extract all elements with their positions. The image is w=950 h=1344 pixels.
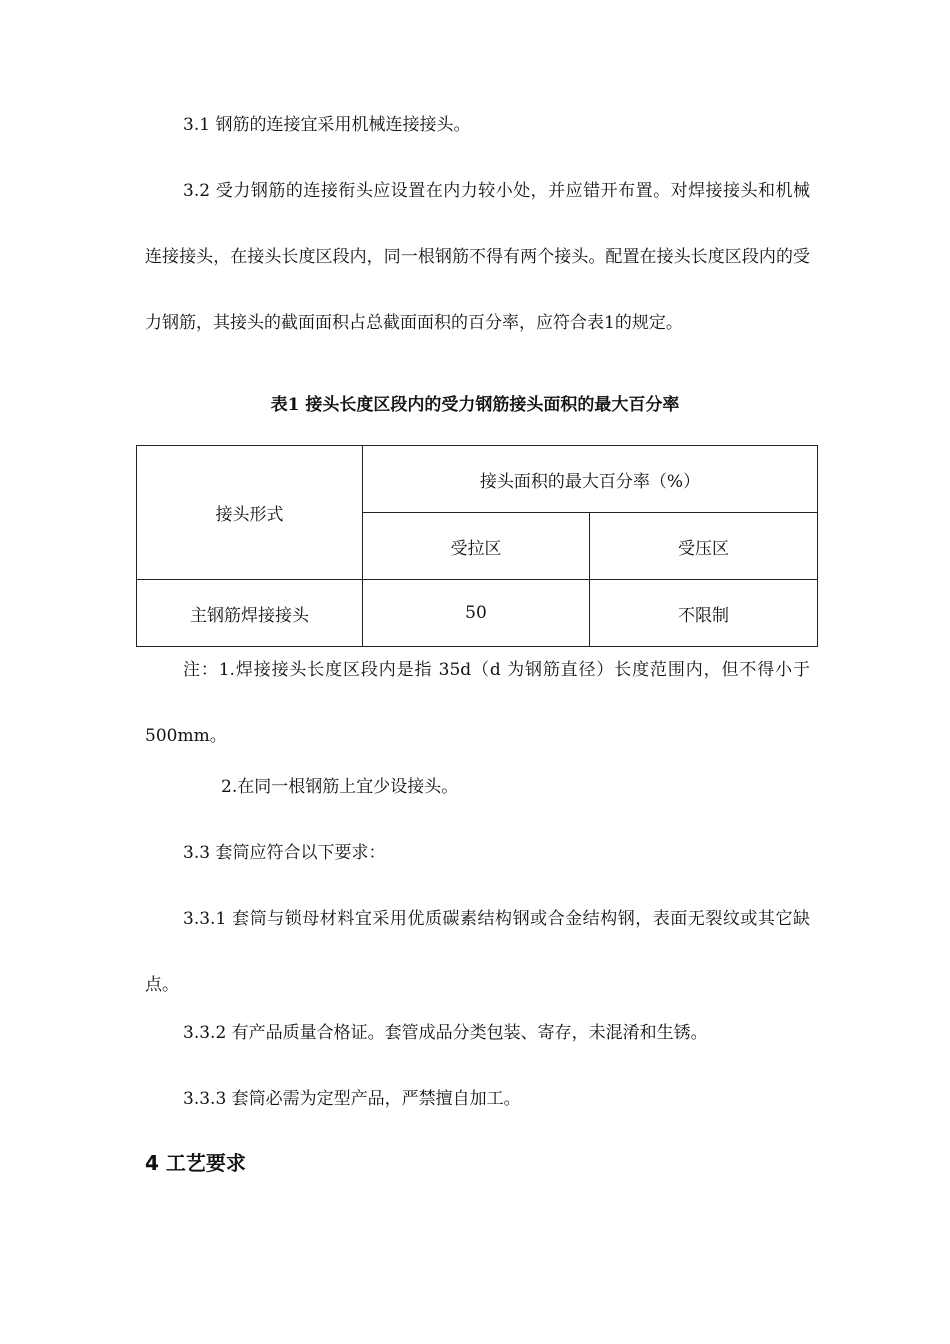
header-joint-type: 接头形式 <box>137 446 363 580</box>
section-3-3-2: 3.3.2 有产品质量合格证。套管成品分类包装、寄存，未混淆和生锈。 <box>183 1023 708 1043</box>
paragraph-3-1: 3.1 钢筋的连接宜采用机械连接接头。 <box>183 115 471 135</box>
joint-percentage-table <box>136 445 818 647</box>
paragraph-3-2: 3.2 受力钢筋的连接衔头应设置在内力较小处，并应错开布置。对焊接接头和机械连接接头，在接头长度区段内，同一根钢筋不得有两个接头。配置在接头长度区段内的受力钢筋，其接头的截面面积占总截面面积的百分率，应符合表1的规定。 <box>145 181 810 333</box>
section-3-3: 3.3 套筒应符合以下要求： <box>183 843 386 863</box>
cell-joint-type: 主钢筋焊接接头 <box>137 580 363 647</box>
section-3-3-1: 3.3.1 套筒与锁母材料宜采用优质碳素结构钢或合金结构钢，表面无裂纹或其它缺点。 <box>145 909 810 995</box>
cell-compression-value: 不限制 <box>590 580 818 647</box>
section-heading-4: 4 工艺要求 <box>145 1151 246 1175</box>
header-max-percentage: 接头面积的最大百分率（%） <box>363 446 818 513</box>
table-caption: 表1 接头长度区段内的受力钢筋接头面积的最大百分率 <box>270 395 680 415</box>
note-1: 注：1.焊接接头长度区段内是指 35d（d 为钢筋直径）长度范围内，但不得小于 500mm。 <box>145 660 810 746</box>
note-2: 2.在同一根钢筋上宜少设接头。 <box>221 777 459 797</box>
cell-tension-value: 50 <box>363 580 590 647</box>
header-tension-zone: 受拉区 <box>363 513 590 580</box>
section-3-3-3: 3.3.3 套筒必需为定型产品，严禁擅自加工。 <box>183 1089 521 1109</box>
header-compression-zone: 受压区 <box>590 513 818 580</box>
